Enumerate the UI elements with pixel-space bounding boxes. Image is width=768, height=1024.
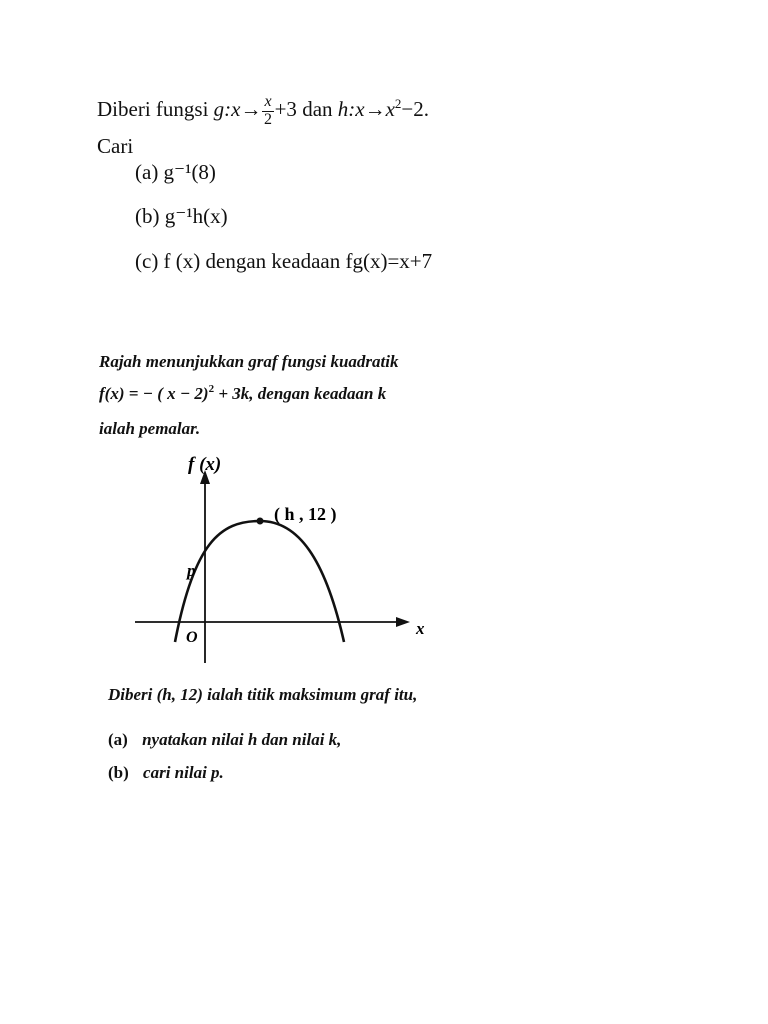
q2-part-a-label: (a) (108, 730, 128, 749)
arrow-glyph: → (364, 97, 386, 122)
fraction-denominator: 2 (264, 110, 273, 128)
h-exponent: 2 (394, 96, 402, 112)
y-intercept-label: p (187, 561, 196, 580)
origin-label: O (186, 629, 198, 646)
q2-part-b (108, 764, 224, 781)
vertex-point (257, 518, 264, 525)
q2-line-3: ialah pemalar. (99, 419, 201, 438)
h-x: x (385, 97, 395, 122)
g-definition-rhs: +3 (274, 97, 297, 122)
q1-part-c: (c) f (x) dengan keadaan fg(x)=x+7 (135, 249, 433, 273)
q2-line-2 (99, 385, 386, 402)
h-definition-tail: −2. (401, 97, 430, 122)
q1-statement (97, 94, 429, 129)
y-axis-label: f (x) (188, 454, 222, 475)
x-axis-label: x (416, 619, 425, 638)
q1-cari: Cari (97, 134, 134, 158)
x-over-2-fraction (262, 94, 273, 129)
q2-function-part-1: f(x) = − ( x − 2) (99, 384, 209, 403)
x-axis-arrowhead (396, 617, 410, 627)
q2-part-b-label: (b) (108, 763, 129, 782)
q2-line-1: Rajah menunjukkan graf fungsi kuadratik (99, 352, 399, 371)
vertex-label: ( h , 12 ) (274, 504, 337, 524)
q1-part-a: (a) g⁻¹(8) (135, 160, 216, 184)
q2-part-b-text: cari nilai p. (143, 763, 224, 782)
quadratic-graph (120, 448, 440, 673)
q2-function-part-2: + 3k, dengan keadaan k (214, 384, 387, 403)
h-definition: h:x (337, 97, 365, 122)
q2-given: Diberi (h, 12) ialah titik maksimum graf itu, (108, 685, 418, 704)
g-definition-lhs: g:x (213, 97, 241, 122)
arrow-glyph: → (240, 97, 262, 122)
conjunction-dan: dan (302, 97, 333, 122)
q2-function-exponent: 2 (208, 383, 215, 395)
q1-intro: Diberi fungsi (97, 97, 209, 122)
parabola-curve (175, 521, 344, 642)
q2-part-a (108, 731, 341, 748)
q2-part-a-text: nyatakan nilai h dan nilai k, (142, 730, 342, 749)
fraction-numerator: x (264, 93, 272, 110)
q1-part-b: (b) g⁻¹h(x) (135, 204, 228, 228)
